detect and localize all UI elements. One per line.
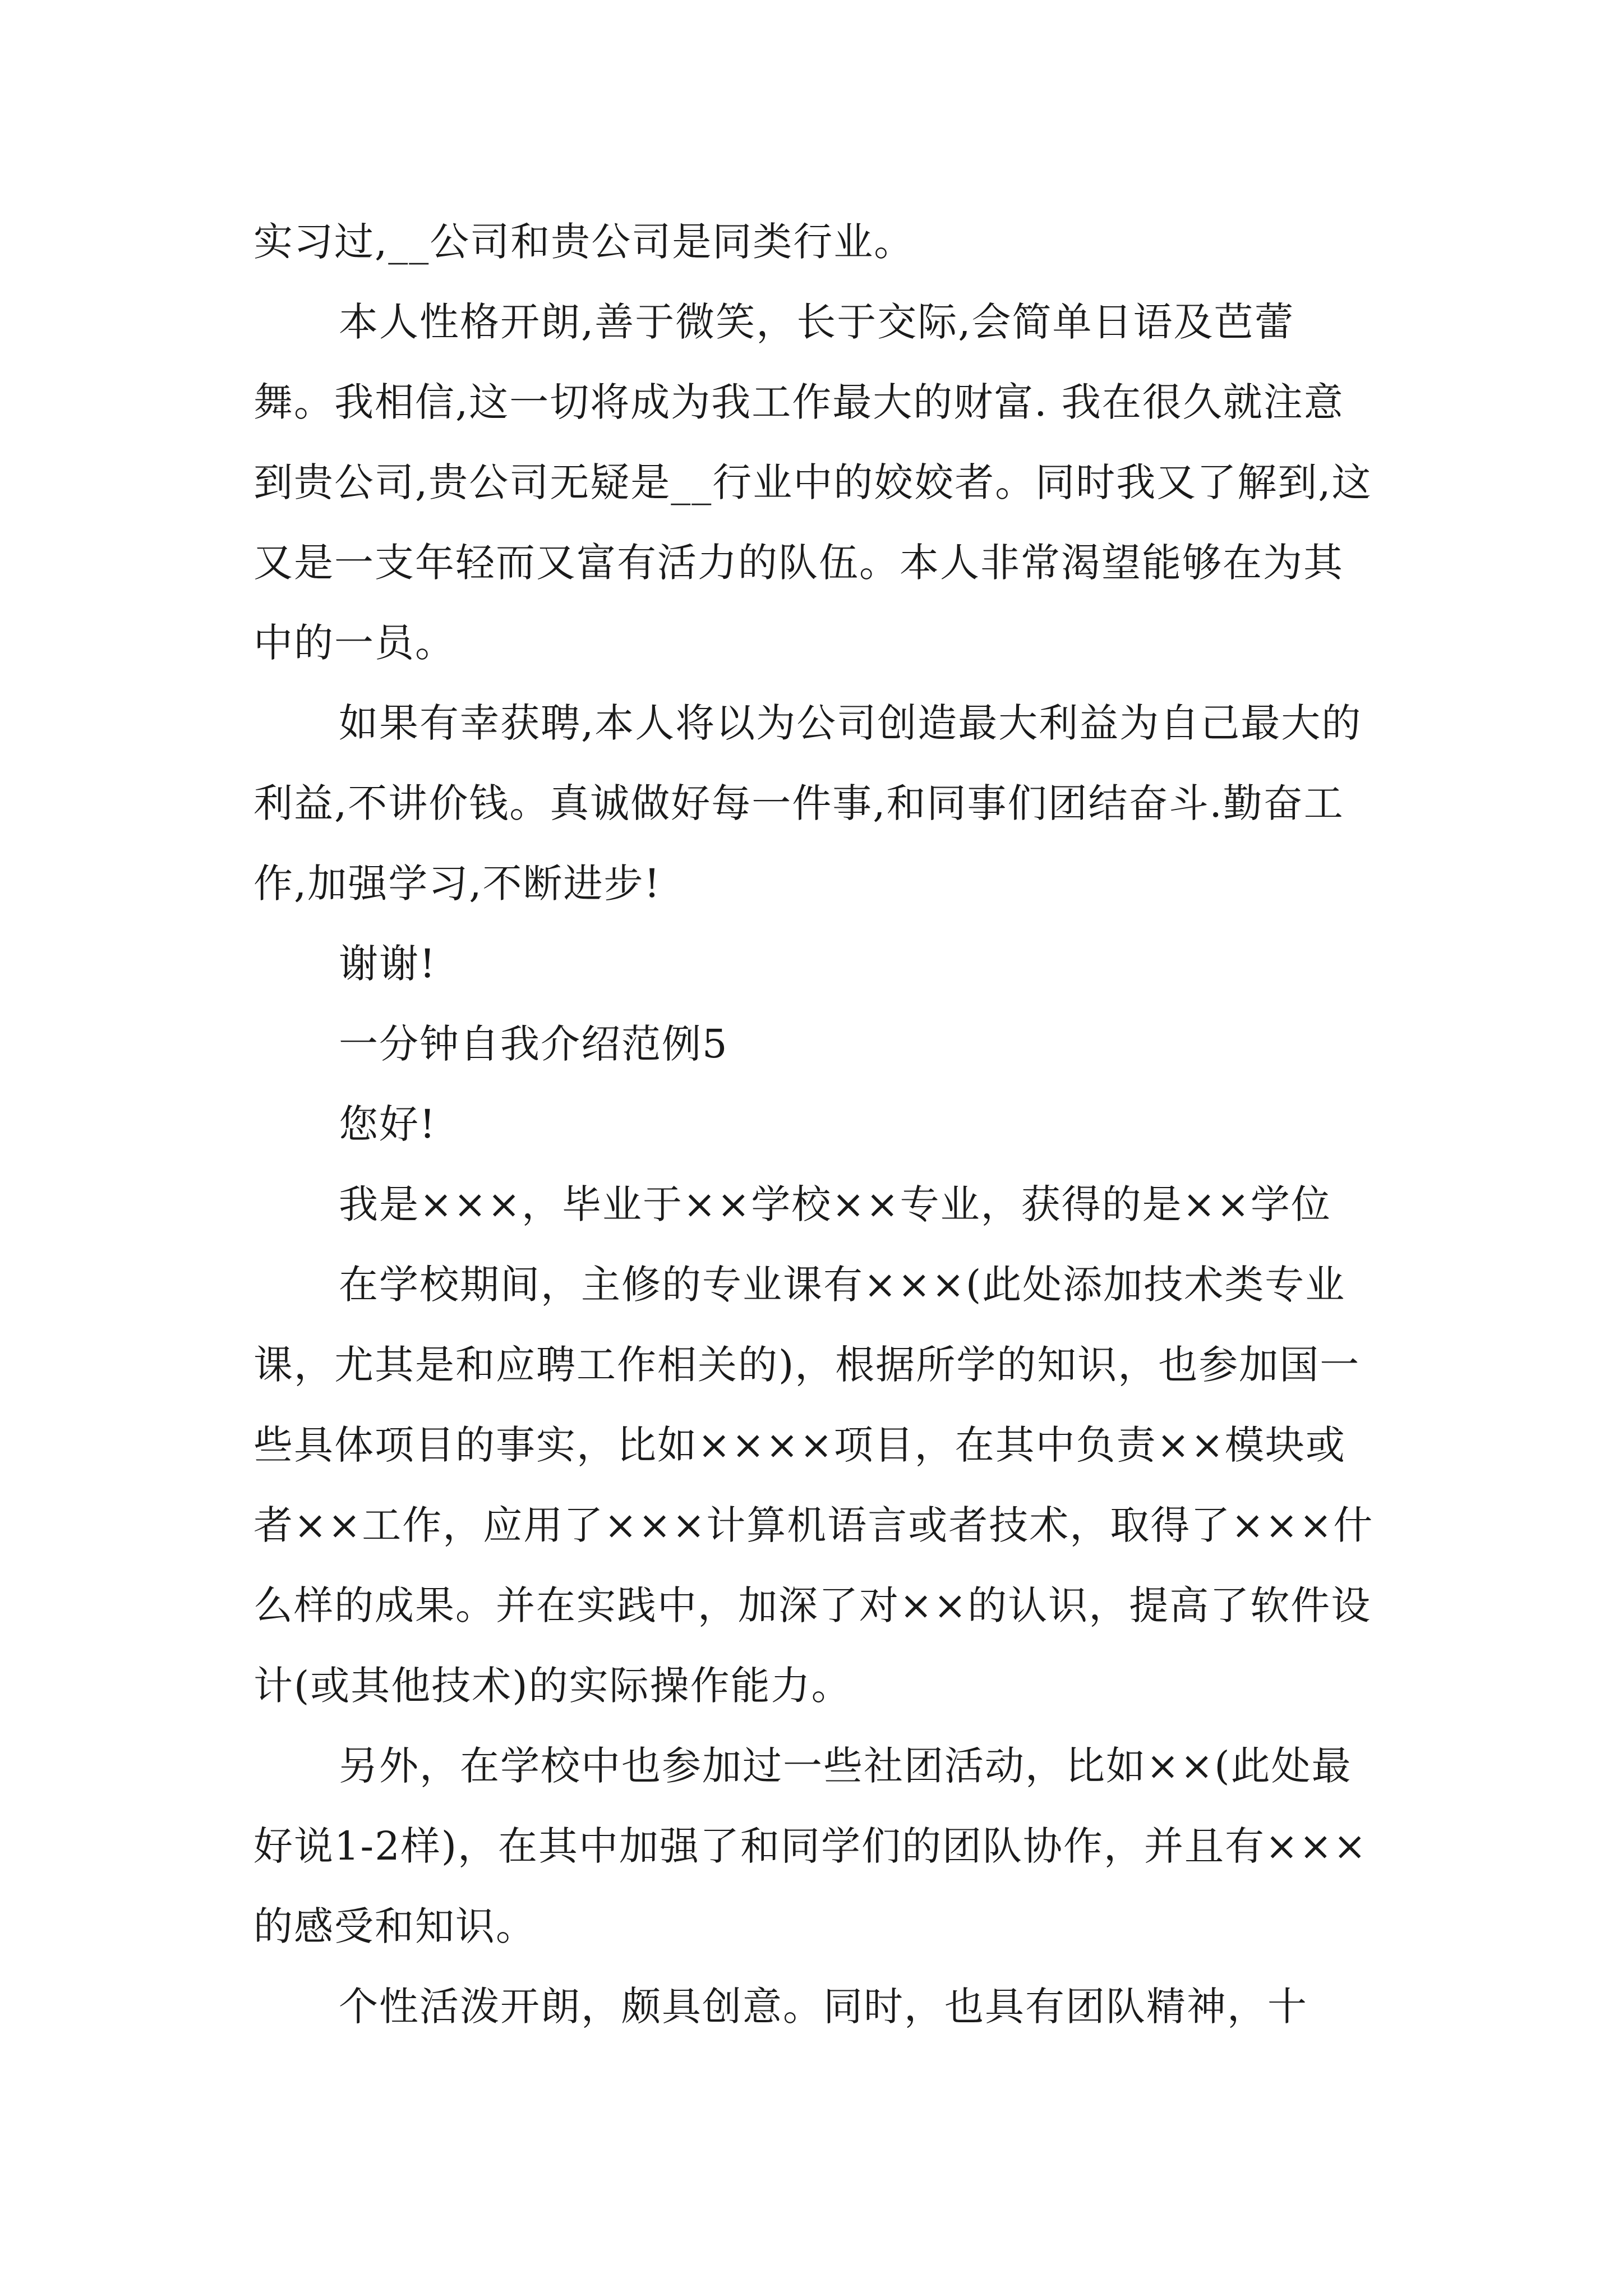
paragraph-internship: 实习过,__公司和贵公司是同类行业。 xyxy=(253,219,915,265)
section-heading: 一分钟自我介绍范例5 xyxy=(339,1021,728,1067)
paragraph-studies: 在学校期间，主修的专业课有×××(此处添加技术类专业课，尤其是和应聘工作相关的)，根据所学的知识，也参加国一些具体项目的事实，比如××××项目，在其中负责××模块或者××工作，应用了×××计算机语言或者技术，取得了×××什么样的成果。并在实践中，加深了对××的认识，提高了软件设计(或其他技术)的实际操作能力。 xyxy=(253,1262,1374,1709)
paragraph-thanks: 谢谢! xyxy=(339,941,437,987)
paragraph-personality: 本人性格开朗,善于微笑，长于交际,会简单日语及芭蕾舞。我相信,这一切将成为我工作最大的财富. 我在很久就注意到贵公司,贵公司无疑是__行业中的姣姣者。同时我又了解到,这又是一支年轻而又富有活力的队伍。本人非常渴望能够在为其中的一员。 xyxy=(253,299,1372,666)
paragraph-greeting: 您好! xyxy=(339,1101,437,1147)
paragraph-character: 个性活泼开朗，颇具创意。同时，也具有团队精神，十 xyxy=(339,1984,1308,2030)
paragraph-activities: 另外，在学校中也参加过一些社团活动，比如××(此处最好说1-2样)，在其中加强了和同学们的团队协作，并且有×××的感受和知识。 xyxy=(253,1743,1367,1949)
document-body xyxy=(253,202,1375,2047)
paragraph-commitment: 如果有幸获聘,本人将以为公司创造最大利益为自己最大的利益,不讲价钱。真诚做好每一件事,和同事们团结奋斗.勤奋工作,加强学习,不断进步! xyxy=(253,700,1362,907)
paragraph-introduction: 我是×××，毕业于××学校××专业，获得的是××学位 xyxy=(339,1181,1331,1227)
